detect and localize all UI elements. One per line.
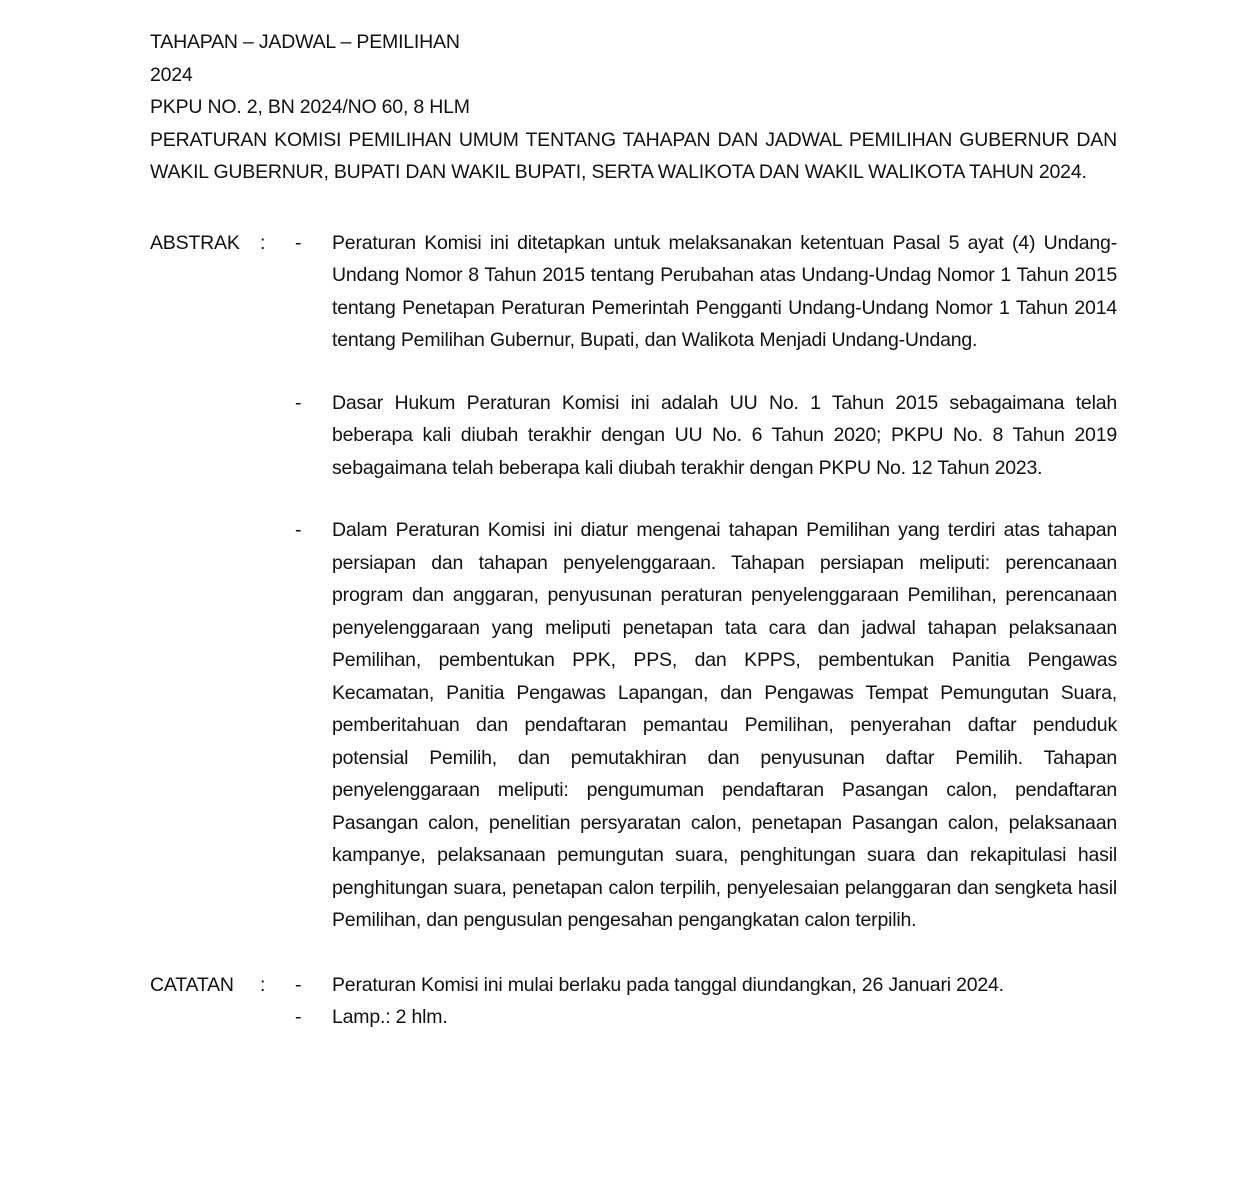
catatan-colon: : xyxy=(260,973,266,996)
subject-line: TAHAPAN – JADWAL – PEMILIHAN xyxy=(150,31,460,53)
abstrak-label: ABSTRAK xyxy=(150,231,240,254)
abstrak-paragraph-3: Dalam Peraturan Komisi ini diatur mengenai tahapan Pemilihan yang terdiri atas tahapan persiapan dan tahapan penyelenggaraan. Tahapan persiapan meliputi: perencanaan program dan anggaran, penyusunan peraturan penyelenggaraan Pemilihan, perencanaan penyelenggaraan yang meliputi penetapan tata cara dan jadwal tahapan pelaksanaan Pemilihan, pembentukan PPK, PPS, dan KPPS, pembentukan Panitia Pengawas Kecamatan, Panitia Pengawas Lapangan, dan Pengawas Tempat Pemungutan Suara, pemberitahuan dan pendaftaran pemantau Pemilihan, penyerahan daftar penduduk potensial Pemilih, dan pemutakhiran dan penyusunan daftar Pemilih. Tahapan penyelenggaraan meliputi: pengumuman pendaftaran Pasangan calon, pendaftaran Pasangan calon, penelitian persyaratan calon, penetapan Pasangan calon, pelaksanaan kampanye, pelaksanaan pemungutan suara, penghitungan suara dan rekapitulasi hasil penghitungan suara, penetapan calon terpilih, penyelesaian pelanggaran dan sengketa hasil Pemilihan, dan pengusulan pengesahan pengangkatan calon terpilih. xyxy=(332,519,1117,931)
reference-line: PKPU NO. 2, BN 2024/NO 60, 8 HLM xyxy=(150,96,470,118)
bullet-dash: - xyxy=(295,973,302,996)
abstrak-row-1 xyxy=(150,227,1117,357)
catatan-row-1 xyxy=(150,969,1117,1002)
abstrak-paragraph-1: Peraturan Komisi ini ditetapkan untuk melaksanakan ketentuan Pasal 5 ayat (4) Undang-Undang Nomor 8 Tahun 2015 tentang Perubahan atas Undang-Undag Nomor 1 Tahun 2015 tentang Penetapan Peraturan Pemerintah Pengganti Undang-Undang Nomor 1 Tahun 2014 tentang Pemilihan Gubernur, Bupati, dan Walikota Menjadi Undang-Undang. xyxy=(332,231,1117,351)
catatan-row-2 xyxy=(150,1001,1117,1034)
year-line: 2024 xyxy=(150,63,193,86)
bullet-dash: - xyxy=(295,231,302,254)
abstrak-colon: : xyxy=(260,231,266,254)
abstrak-row-2 xyxy=(150,387,1117,485)
abstrak-row-3 xyxy=(150,514,1117,937)
catatan-note-1: Peraturan Komisi ini mulai berlaku pada tanggal diundangkan, 26 Januari 2024. xyxy=(332,973,1004,996)
catatan-section xyxy=(150,969,1117,1034)
catatan-label: CATATAN xyxy=(150,973,234,996)
document-header xyxy=(150,26,1117,189)
abstrak-paragraph-2: Dasar Hukum Peraturan Komisi ini adalah UU No. 1 Tahun 2015 sebagaimana telah beberapa kali diubah terakhir dengan UU No. 6 Tahun 2020; PKPU No. 8 Tahun 2019 sebagaimana telah beberapa kali diubah terakhir dengan PKPU No. 12 Tahun 2023. xyxy=(332,391,1117,479)
title-paragraph: PERATURAN KOMISI PEMILIHAN UMUM TENTANG TAHAPAN DAN JADWAL PEMILIHAN GUBERNUR DAN WAKIL GUBERNUR, BUPATI DAN WAKIL BUPATI, SERTA WALIKOTA DAN WAKIL WALIKOTA TAHUN 2024. xyxy=(150,128,1117,183)
abstrak-section xyxy=(150,227,1117,937)
bullet-dash: - xyxy=(295,391,302,414)
bullet-dash: - xyxy=(295,519,302,541)
bullet-dash: - xyxy=(295,1006,302,1028)
catatan-note-2: Lamp.: 2 hlm. xyxy=(332,1006,448,1028)
